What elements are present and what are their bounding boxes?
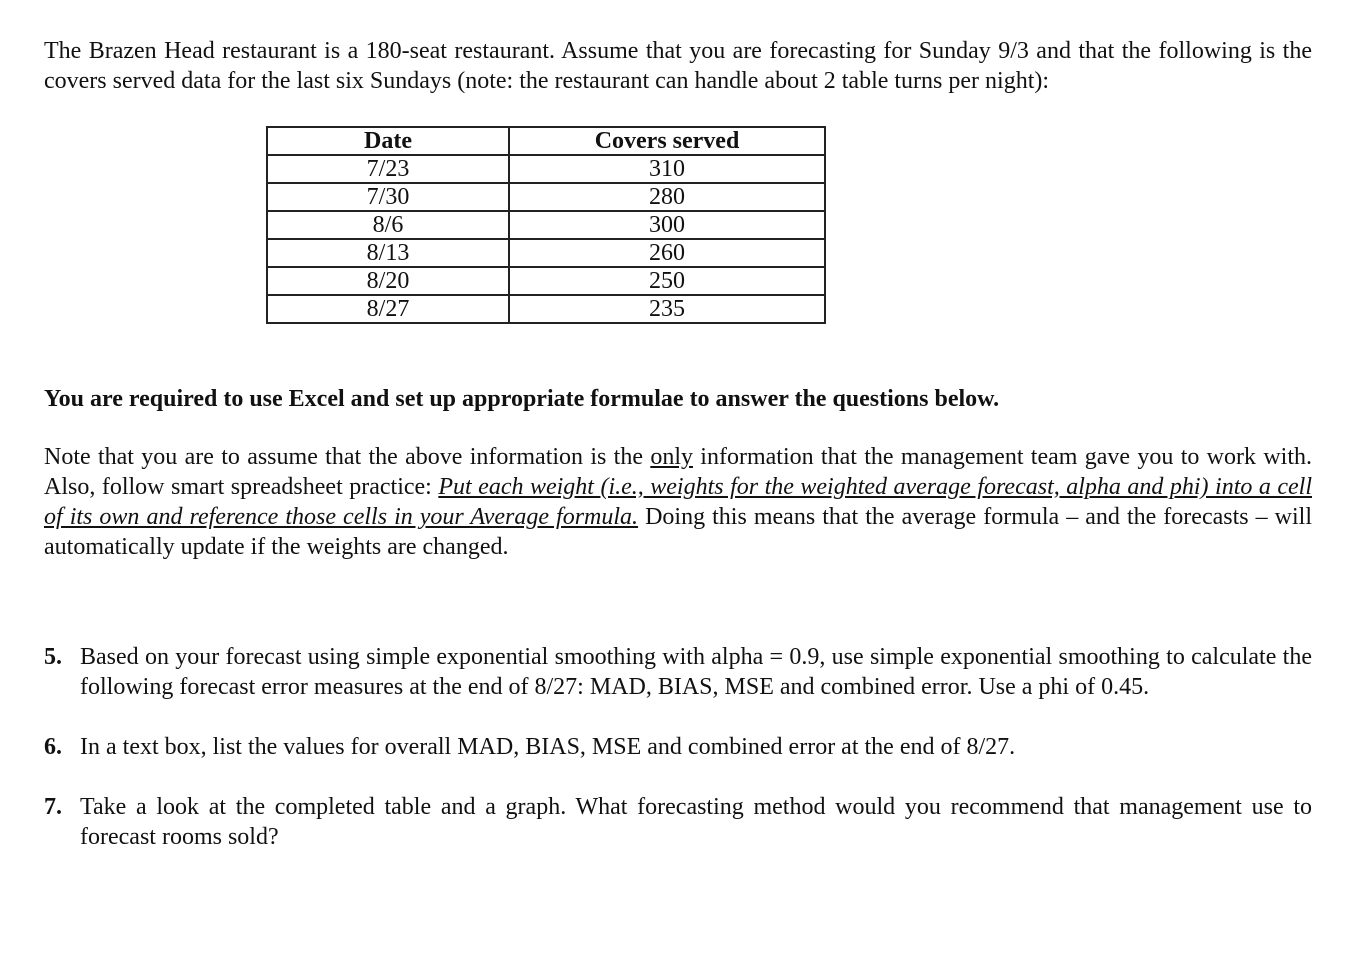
question-text: Based on your forecast using simple exponential smoothing with alpha = 0.9, use simple exponential smoothing to calculate the following forecast error measures at the end of 8/27: MAD, BIAS, MSE and combined error. Use a phi of 0.45.: [80, 644, 1312, 700]
table-row: [267, 155, 825, 183]
question-text: In a text box, list the values for overall MAD, BIAS, MSE and combined error at the end of 8/27.: [80, 734, 1016, 760]
question-number: 7.: [44, 794, 62, 820]
cell-date: 8/20: [267, 267, 509, 295]
header-date: Date: [267, 127, 509, 155]
question-item-5: [44, 642, 1312, 702]
table-row: [267, 295, 825, 323]
question-item-6: [44, 732, 1312, 762]
cell-covers: 300: [509, 211, 825, 239]
document-page: [44, 36, 1312, 882]
question-item-7: [44, 792, 1312, 852]
cell-covers: 235: [509, 295, 825, 323]
table-header-row: [267, 127, 825, 155]
note-emphasis: Put each weight (i.e., weights for the weighted average forecast, alpha and phi) into a cell of its own and reference those cells in your Average formula.: [44, 474, 1313, 530]
note-text-3: Doing this means that the average formula – and the forecasts – will automatically update if the weights are changed.: [44, 504, 1313, 560]
table-row: [267, 267, 825, 295]
cell-covers: 260: [509, 239, 825, 267]
covers-table-container: [266, 126, 1312, 324]
question-text: Take a look at the completed table and a graph. What forecasting method would you recommend that management use to forecast rooms sold?: [80, 794, 1312, 850]
cell-date: 7/30: [267, 183, 509, 211]
header-covers-served: Covers served: [509, 127, 825, 155]
cell-covers: 250: [509, 267, 825, 295]
note-text-2: information that the management team gave you to work with. Also, follow smart spreadsheet practice:: [44, 444, 1312, 500]
covers-served-table: [266, 126, 826, 324]
note-paragraph: [44, 442, 1312, 562]
cell-covers: 280: [509, 183, 825, 211]
required-instruction: You are required to use Excel and set up appropriate formulae to answer the questions below.: [44, 386, 1000, 412]
cell-date: 8/6: [267, 211, 509, 239]
cell-date: 8/13: [267, 239, 509, 267]
note-text-1: Note that you are to assume that the above information is the: [44, 444, 651, 470]
table-row: [267, 211, 825, 239]
question-number: 5.: [44, 644, 62, 670]
questions-list: [44, 642, 1312, 852]
intro-paragraph: The Brazen Head restaurant is a 180-seat restaurant. Assume that you are forecasting for Sunday 9/3 and that the following is the covers served data for the last six Sundays (note: the restaurant can handle about 2 table turns per night):: [44, 38, 1312, 94]
cell-covers: 310: [509, 155, 825, 183]
table-row: [267, 183, 825, 211]
cell-date: 7/23: [267, 155, 509, 183]
note-only-underlined: only: [650, 444, 693, 470]
question-number: 6.: [44, 734, 62, 760]
cell-date: 8/27: [267, 295, 509, 323]
table-row: [267, 239, 825, 267]
